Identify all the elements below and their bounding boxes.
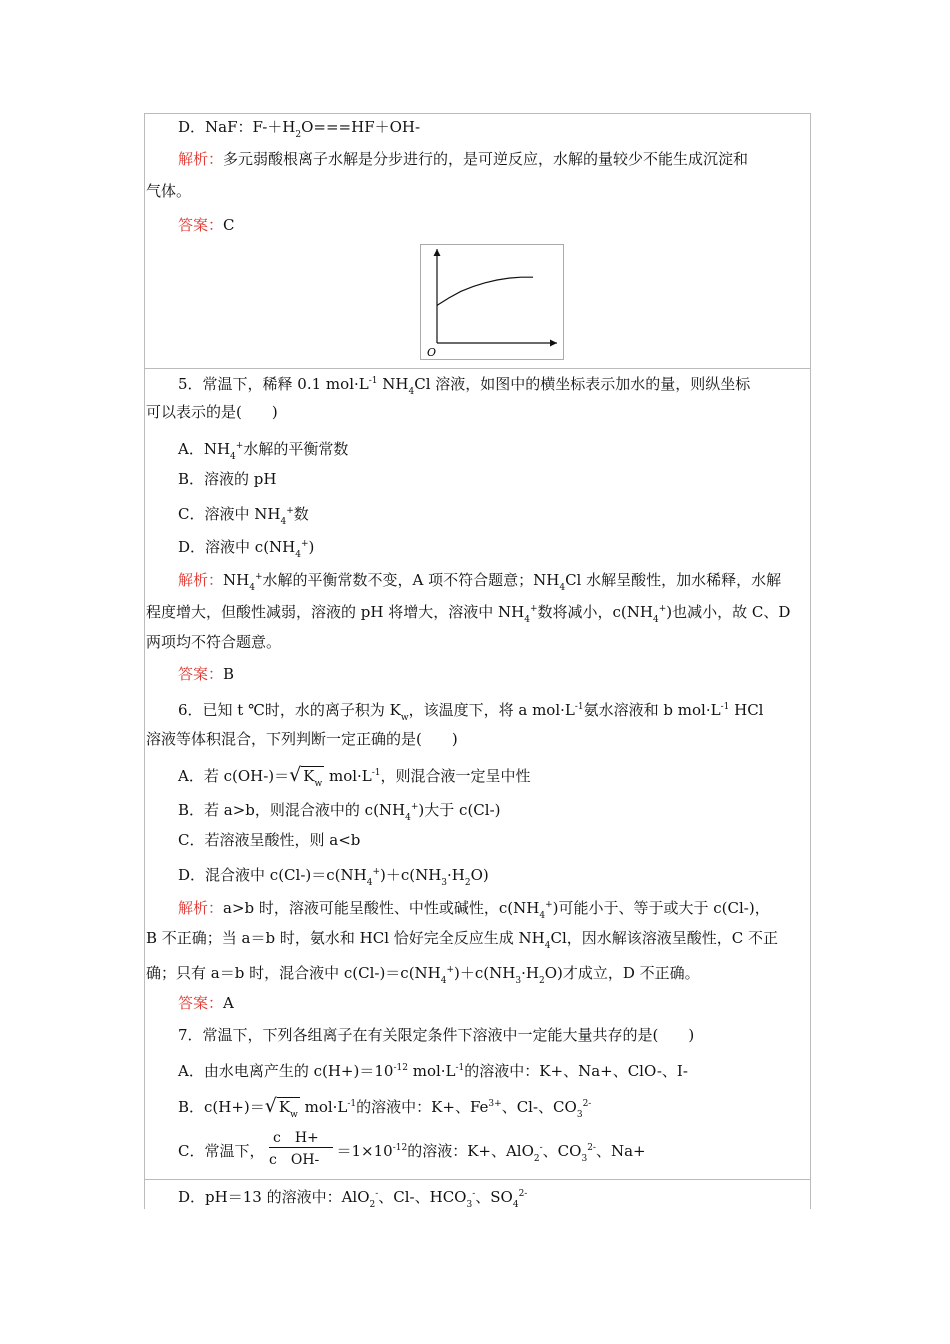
sqrt-kw: √ $K_w$ [289,764,323,789]
analysis-label: 解析： [178,150,224,168]
analysis-3-line3: 确；只有 a＝b 时，混合液中 $c(Cl-)=c(NH_4^+)+c(NH_3\cdot H_2O)$才成立，D 不正确。 [146,964,700,986]
q7-option-d: D．pH＝13 的溶液中：AlO$_2$-、Cl-、$HCO_3^-$、$SO_4^{2-}$ [178,1188,528,1210]
analysis-2-line3: 两项均不符合题意。 [146,633,282,651]
fraction-bar [269,1147,333,1148]
prev-option-d: D．NaF：$F-+H_2O===HF+OH-$ [178,118,421,140]
analysis-label: 解析： [178,571,224,589]
q5-option-b: B．溶液的 pH [178,470,277,488]
answer-3: 答案：A [178,994,234,1012]
fraction-denominator: c OH- [269,1152,320,1168]
question-5: 5．常温下，稀释 0.1 $mol\cdot L^{-1}$ $NH_4Cl$ 溶液，如图中的横坐标表示加水的量，则纵坐标 [178,375,751,397]
dilution-chart [420,244,564,360]
q5-option-d: D．溶液中 $c(NH_4^+)$ [178,538,315,560]
question-6: 6．已知 t ℃时，水的离子积为 $K_w$，该温度下，将 a $mol\cdot L^{-1}$氨水溶液和 b $mol\cdot L^{-1}$ HCl [178,701,764,723]
q6-option-b: B．若 a>b，则混合液中的 $c(NH_4^+)$大于 c(Cl-) [178,801,501,823]
sqrt-kw: √ $K_w$ [264,1095,298,1120]
question-6-line2: 溶液等体积混合，下列判断一定正确的是( ) [146,730,458,748]
question-7: 7．常温下，下列各组离子在有关限定条件下溶液中一定能大量共存的是( ) [178,1026,695,1044]
answer-label: 答案： [178,665,224,683]
answer-1: 答案：C [178,216,235,234]
q7-option-c: C．常温下， $=1\times 10^{-12}$的溶液：K+、AlO$_2$-、$CO_3^{2-}$、Na+ [178,1142,646,1164]
answer-label: 答案： [178,994,224,1012]
q6-option-c: C．若溶液呈酸性，则 a<b [178,831,361,849]
q5-option-a: A．$NH_4^+$水解的平衡常数 [178,440,349,462]
answer-label: 答案： [178,216,224,234]
q7-option-a: A．由水电离产生的 $c(H+)=10^{-12}$ $mol\cdot L^{-1}$的溶液中：K+、Na+、ClO-、I- [178,1062,688,1080]
analysis-3-line2: B 不正确；当 a＝b 时，氨水和 HCl 恰好完全反应生成 $NH_4Cl$，因水解该溶液呈酸性，C 不正 [146,929,779,951]
analysis-2: 解析：$NH_4^+$水解的平衡常数不变，A 项不符合题意；$NH_4Cl$ 水解呈酸性，加水稀释，水解 [178,571,782,593]
analysis-1-line2: 气体。 [146,182,192,200]
fraction-numerator: c H+ [273,1130,319,1146]
q6-option-a: A．若 c(OH-)＝√ $K_w$ $mol\cdot L^{-1}$，则混合液一定呈中性 [178,763,531,794]
q7-option-b: B．c(H+)＝√ $K_w$ $mol\cdot L^{-1}$的溶液中：K+、$Fe^{3+}$、Cl-、$CO_3^{2-}$ [178,1094,591,1125]
answer-2: 答案：B [178,665,235,683]
analysis-label: 解析： [178,899,224,917]
origin-label: O [427,346,437,359]
analysis-2-line2: 程度增大，但酸性减弱，溶液的 pH 将增大，溶液中 $NH_4^+$数将减小，$c(NH_4^+)$也减小，故 C、D [146,603,791,625]
series-line [437,277,533,305]
chart-svg [421,245,563,359]
analysis-3: 解析：a>b 时，溶液可能呈酸性、中性或碱性，$c(NH_4^+)$可能小于、等于或大于 c(Cl-)， [178,899,770,921]
question-5-line2: 可以表示的是( ) [146,403,278,421]
q5-option-c: C．溶液中 $NH_4^+$数 [178,505,309,527]
analysis-1: 解析：多元弱酸根离子水解是分步进行的，是可逆反应，水解的量较少不能生成沉淀和 [178,150,749,168]
q6-option-d: D．混合液中 $c(Cl-)=c(NH_4^+)+c(NH_3\cdot H_2O)$ [178,866,489,888]
